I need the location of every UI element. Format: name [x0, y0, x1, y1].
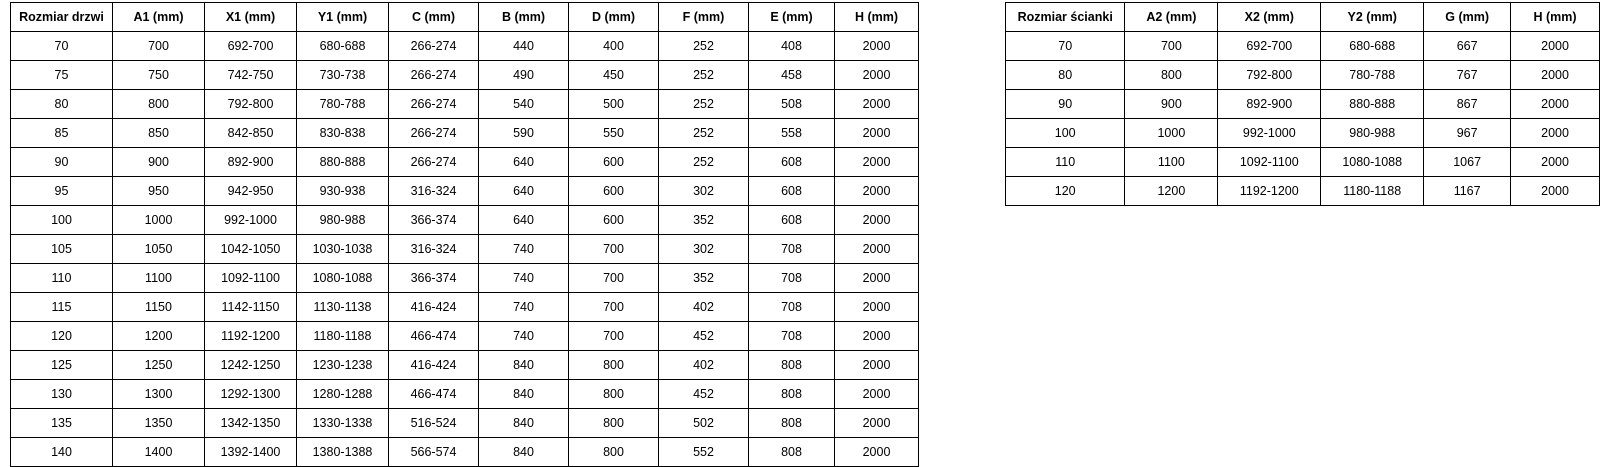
table-row [11, 206, 919, 235]
table-cell: 708 [749, 264, 835, 293]
table-cell: 85 [11, 119, 113, 148]
table-cell: 1000 [113, 206, 205, 235]
table-cell: 1200 [113, 322, 205, 351]
table-cell: 892-900 [205, 148, 297, 177]
table-cell: 800 [569, 351, 659, 380]
table-cell: 708 [749, 293, 835, 322]
column-header: F (mm) [659, 3, 749, 32]
table-cell: 608 [749, 177, 835, 206]
table-cell: 950 [113, 177, 205, 206]
table-cell: 2000 [835, 438, 919, 467]
table-cell: 600 [569, 148, 659, 177]
doors-table-body [11, 32, 919, 467]
table-cell: 135 [11, 409, 113, 438]
table-cell: 458 [749, 61, 835, 90]
table-cell: 80 [1006, 61, 1125, 90]
table-cell: 1192-1200 [1218, 177, 1321, 206]
column-header: H (mm) [835, 3, 919, 32]
table-cell: 780-788 [1321, 61, 1424, 90]
table-cell: 352 [659, 264, 749, 293]
table-cell: 1292-1300 [205, 380, 297, 409]
table-cell: 452 [659, 380, 749, 409]
table-cell: 490 [479, 61, 569, 90]
table-row [11, 119, 919, 148]
table-cell: 700 [569, 322, 659, 351]
walls-table-header [1006, 3, 1600, 32]
table-cell: 440 [479, 32, 569, 61]
table-row [11, 322, 919, 351]
table-row [11, 438, 919, 467]
table-cell: 1330-1338 [297, 409, 389, 438]
table-cell: 80 [11, 90, 113, 119]
table-cell: 740 [479, 322, 569, 351]
table-cell: 808 [749, 438, 835, 467]
table-cell: 992-1000 [205, 206, 297, 235]
table-cell: 2000 [835, 380, 919, 409]
table-cell: 842-850 [205, 119, 297, 148]
table-row [11, 293, 919, 322]
table-cell: 400 [569, 32, 659, 61]
table-cell: 1400 [113, 438, 205, 467]
table-cell: 416-424 [389, 293, 479, 322]
table-cell: 2000 [1511, 90, 1600, 119]
table-cell: 75 [11, 61, 113, 90]
table-cell: 2000 [1511, 119, 1600, 148]
table-cell: 452 [659, 322, 749, 351]
table-cell: 252 [659, 90, 749, 119]
table-cell: 780-788 [297, 90, 389, 119]
column-header: Rozmiar ścianki [1006, 3, 1125, 32]
table-row [11, 177, 919, 206]
table-cell: 516-524 [389, 409, 479, 438]
table-cell: 2000 [835, 235, 919, 264]
table-cell: 740 [479, 264, 569, 293]
table-cell: 640 [479, 177, 569, 206]
table-cell: 2000 [835, 119, 919, 148]
table-cell: 792-800 [1218, 61, 1321, 90]
table-cell: 500 [569, 90, 659, 119]
table-cell: 1230-1238 [297, 351, 389, 380]
table-cell: 252 [659, 61, 749, 90]
table-cell: 266-274 [389, 32, 479, 61]
table-cell: 700 [1125, 32, 1218, 61]
table-row [11, 264, 919, 293]
table-cell: 466-474 [389, 380, 479, 409]
table-cell: 1092-1100 [1218, 148, 1321, 177]
table-cell: 1142-1150 [205, 293, 297, 322]
table-cell: 302 [659, 177, 749, 206]
table-cell: 740 [479, 293, 569, 322]
table-cell: 1080-1088 [1321, 148, 1424, 177]
table-cell: 892-900 [1218, 90, 1321, 119]
table-cell: 1180-1188 [297, 322, 389, 351]
table-cell: 266-274 [389, 119, 479, 148]
table-cell: 930-938 [297, 177, 389, 206]
doors-dimensions-table-container [10, 2, 919, 467]
table-cell: 608 [749, 148, 835, 177]
table-cell: 1250 [113, 351, 205, 380]
table-cell: 2000 [1511, 61, 1600, 90]
table-cell: 800 [569, 380, 659, 409]
table-cell: 2000 [835, 409, 919, 438]
table-cell: 130 [11, 380, 113, 409]
table-cell: 90 [1006, 90, 1125, 119]
table-cell: 466-474 [389, 322, 479, 351]
table-cell: 252 [659, 148, 749, 177]
doors-dimensions-table [10, 2, 919, 467]
table-header-row [11, 3, 919, 32]
table-cell: 2000 [1511, 32, 1600, 61]
table-cell: 900 [113, 148, 205, 177]
table-cell: 2000 [1511, 177, 1600, 206]
table-cell: 2000 [835, 293, 919, 322]
table-cell: 792-800 [205, 90, 297, 119]
table-row [1006, 32, 1600, 61]
table-cell: 1180-1188 [1321, 177, 1424, 206]
table-cell: 2000 [835, 32, 919, 61]
walls-dimensions-table-container [1005, 2, 1600, 206]
table-cell: 566-574 [389, 438, 479, 467]
table-cell: 316-324 [389, 235, 479, 264]
table-cell: 70 [1006, 32, 1125, 61]
table-cell: 840 [479, 351, 569, 380]
table-cell: 125 [11, 351, 113, 380]
table-cell: 808 [749, 351, 835, 380]
column-header: B (mm) [479, 3, 569, 32]
table-row [11, 61, 919, 90]
table-cell: 416-424 [389, 351, 479, 380]
table-cell: 266-274 [389, 61, 479, 90]
table-cell: 552 [659, 438, 749, 467]
table-cell: 880-888 [297, 148, 389, 177]
table-cell: 880-888 [1321, 90, 1424, 119]
table-cell: 640 [479, 206, 569, 235]
table-cell: 540 [479, 90, 569, 119]
table-cell: 808 [749, 380, 835, 409]
table-cell: 316-324 [389, 177, 479, 206]
column-header: Y2 (mm) [1321, 3, 1424, 32]
table-cell: 508 [749, 90, 835, 119]
table-cell: 302 [659, 235, 749, 264]
table-cell: 252 [659, 32, 749, 61]
table-row [11, 235, 919, 264]
table-cell: 600 [569, 177, 659, 206]
table-cell: 730-738 [297, 61, 389, 90]
table-cell: 1000 [1125, 119, 1218, 148]
table-cell: 680-688 [1321, 32, 1424, 61]
table-row [11, 32, 919, 61]
table-cell: 70 [11, 32, 113, 61]
table-row [1006, 119, 1600, 148]
table-cell: 95 [11, 177, 113, 206]
table-cell: 1030-1038 [297, 235, 389, 264]
table-row [1006, 61, 1600, 90]
table-cell: 2000 [835, 322, 919, 351]
table-cell: 708 [749, 322, 835, 351]
table-cell: 700 [113, 32, 205, 61]
table-cell: 558 [749, 119, 835, 148]
column-header: A2 (mm) [1125, 3, 1218, 32]
table-cell: 2000 [835, 90, 919, 119]
table-cell: 850 [113, 119, 205, 148]
table-cell: 1300 [113, 380, 205, 409]
table-row [11, 148, 919, 177]
table-cell: 120 [1006, 177, 1125, 206]
table-cell: 1380-1388 [297, 438, 389, 467]
table-cell: 980-988 [1321, 119, 1424, 148]
table-cell: 408 [749, 32, 835, 61]
table-cell: 700 [569, 235, 659, 264]
column-header: Rozmiar drzwi [11, 3, 113, 32]
table-cell: 1350 [113, 409, 205, 438]
table-cell: 750 [113, 61, 205, 90]
table-cell: 708 [749, 235, 835, 264]
table-cell: 1100 [113, 264, 205, 293]
column-header: D (mm) [569, 3, 659, 32]
table-cell: 352 [659, 206, 749, 235]
table-cell: 1200 [1125, 177, 1218, 206]
doors-table-header [11, 3, 919, 32]
walls-dimensions-table [1005, 2, 1600, 206]
table-cell: 110 [1006, 148, 1125, 177]
table-cell: 105 [11, 235, 113, 264]
table-cell: 800 [569, 438, 659, 467]
table-cell: 100 [11, 206, 113, 235]
table-row [11, 409, 919, 438]
table-cell: 590 [479, 119, 569, 148]
walls-table-body [1006, 32, 1600, 206]
column-header: E (mm) [749, 3, 835, 32]
table-cell: 1042-1050 [205, 235, 297, 264]
table-cell: 1092-1100 [205, 264, 297, 293]
table-cell: 1167 [1424, 177, 1511, 206]
table-cell: 120 [11, 322, 113, 351]
table-cell: 992-1000 [1218, 119, 1321, 148]
table-cell: 1242-1250 [205, 351, 297, 380]
column-header: Y1 (mm) [297, 3, 389, 32]
table-row [1006, 177, 1600, 206]
table-cell: 942-950 [205, 177, 297, 206]
table-cell: 2000 [1511, 148, 1600, 177]
table-cell: 1192-1200 [205, 322, 297, 351]
table-header-row [1006, 3, 1600, 32]
table-cell: 402 [659, 351, 749, 380]
table-cell: 2000 [835, 148, 919, 177]
column-header: X1 (mm) [205, 3, 297, 32]
table-cell: 115 [11, 293, 113, 322]
table-cell: 450 [569, 61, 659, 90]
column-header: A1 (mm) [113, 3, 205, 32]
table-cell: 1080-1088 [297, 264, 389, 293]
table-cell: 1130-1138 [297, 293, 389, 322]
column-header: X2 (mm) [1218, 3, 1321, 32]
table-row [11, 90, 919, 119]
table-cell: 110 [11, 264, 113, 293]
table-cell: 800 [1125, 61, 1218, 90]
table-cell: 680-688 [297, 32, 389, 61]
table-cell: 266-274 [389, 90, 479, 119]
table-row [1006, 90, 1600, 119]
table-cell: 840 [479, 438, 569, 467]
table-cell: 1392-1400 [205, 438, 297, 467]
table-cell: 967 [1424, 119, 1511, 148]
table-cell: 402 [659, 293, 749, 322]
table-cell: 550 [569, 119, 659, 148]
table-row [11, 380, 919, 409]
table-cell: 667 [1424, 32, 1511, 61]
table-cell: 840 [479, 409, 569, 438]
table-cell: 2000 [835, 264, 919, 293]
column-header: G (mm) [1424, 3, 1511, 32]
table-cell: 808 [749, 409, 835, 438]
table-cell: 1280-1288 [297, 380, 389, 409]
table-cell: 692-700 [1218, 32, 1321, 61]
table-cell: 1050 [113, 235, 205, 264]
table-cell: 1100 [1125, 148, 1218, 177]
table-cell: 266-274 [389, 148, 479, 177]
table-cell: 800 [113, 90, 205, 119]
table-cell: 640 [479, 148, 569, 177]
table-cell: 366-374 [389, 206, 479, 235]
table-cell: 692-700 [205, 32, 297, 61]
table-cell: 366-374 [389, 264, 479, 293]
column-header: H (mm) [1511, 3, 1600, 32]
table-cell: 700 [569, 293, 659, 322]
table-cell: 2000 [835, 61, 919, 90]
table-cell: 980-988 [297, 206, 389, 235]
table-cell: 867 [1424, 90, 1511, 119]
table-cell: 830-838 [297, 119, 389, 148]
table-cell: 1342-1350 [205, 409, 297, 438]
table-cell: 700 [569, 264, 659, 293]
column-header: C (mm) [389, 3, 479, 32]
table-cell: 608 [749, 206, 835, 235]
table-cell: 502 [659, 409, 749, 438]
table-cell: 600 [569, 206, 659, 235]
table-cell: 800 [569, 409, 659, 438]
table-cell: 2000 [835, 351, 919, 380]
table-cell: 90 [11, 148, 113, 177]
table-cell: 1067 [1424, 148, 1511, 177]
table-row [1006, 148, 1600, 177]
table-cell: 767 [1424, 61, 1511, 90]
table-cell: 740 [479, 235, 569, 264]
table-cell: 840 [479, 380, 569, 409]
table-cell: 900 [1125, 90, 1218, 119]
table-cell: 742-750 [205, 61, 297, 90]
table-cell: 140 [11, 438, 113, 467]
table-cell: 100 [1006, 119, 1125, 148]
table-cell: 1150 [113, 293, 205, 322]
table-cell: 2000 [835, 206, 919, 235]
table-cell: 2000 [835, 177, 919, 206]
table-cell: 252 [659, 119, 749, 148]
table-row [11, 351, 919, 380]
